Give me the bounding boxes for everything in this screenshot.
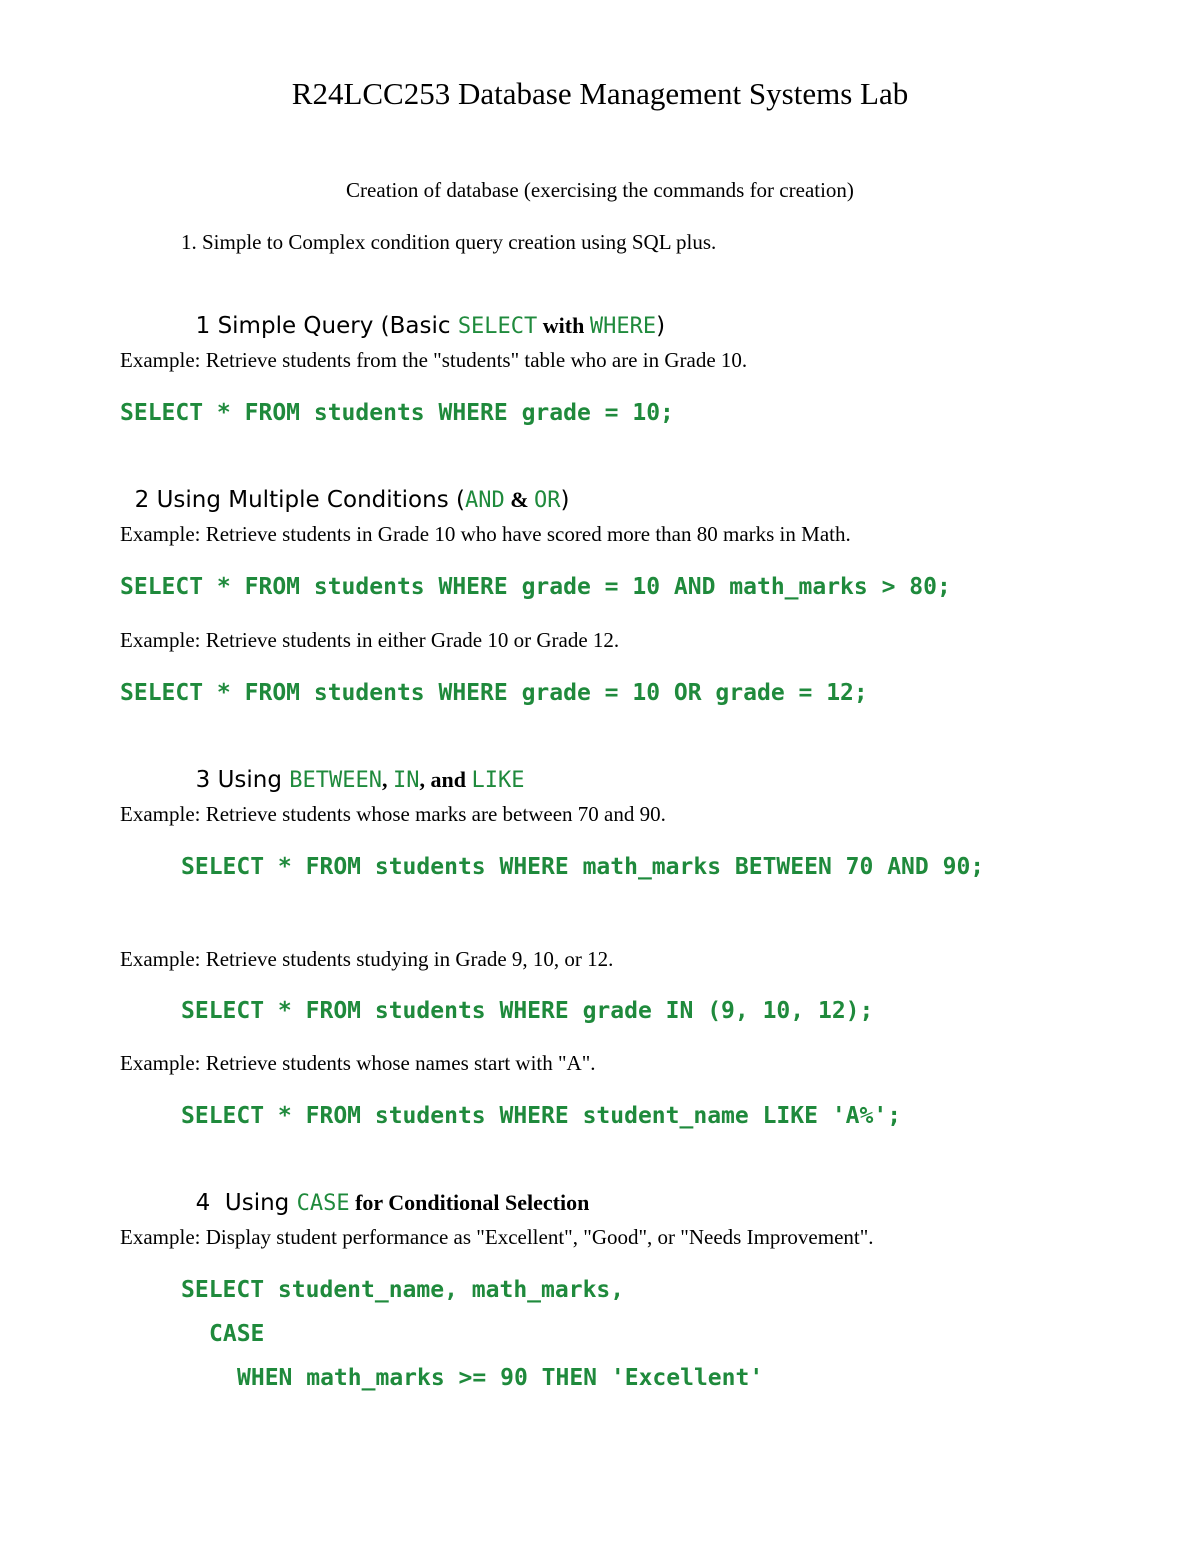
section-3-example-1: Example: Retrieve students whose marks are between 70 and 90. [120, 802, 666, 826]
section-2-keyword-and: AND [464, 488, 505, 513]
document-title: R24LCC253 Database Management Systems Lab [291, 76, 909, 111]
section-4-code-line-2: CASE [209, 1321, 265, 1347]
section-3-keyword-in: IN [392, 768, 420, 793]
section-3-example-3: Example: Retrieve students whose names start with "A". [120, 1051, 596, 1075]
section-1-heading [181, 292, 665, 338]
section-4-code-line-1: SELECT student_name, math_marks, [181, 1277, 625, 1303]
section-4-heading-prefix: 4 Using [195, 1190, 297, 1216]
section-2-heading-suffix: ) [560, 487, 570, 513]
section-1-code: SELECT * FROM students WHERE grade = 10; [120, 400, 674, 426]
section-4-heading [181, 1169, 589, 1215]
section-2-heading-prefix: 2 Using Multiple Conditions ( [134, 487, 465, 513]
section-3-heading [181, 746, 524, 792]
section-2-heading [120, 466, 570, 512]
section-1-keyword-select: SELECT [457, 314, 538, 339]
section-3-keyword-like: LIKE [471, 768, 525, 793]
section-4-heading-suffix: for Conditional Selection [349, 1190, 590, 1215]
section-3-code-3: SELECT * FROM students WHERE student_name LIKE 'A%'; [181, 1103, 902, 1129]
section-1-heading-mid: with [537, 313, 590, 338]
section-2-keyword-or: OR [534, 488, 561, 513]
section-1-heading-suffix: ) [656, 313, 666, 339]
section-4-code-line-3: WHEN math_marks >= 90 THEN 'Excellent' [237, 1365, 764, 1391]
section-2-heading-mid: & [504, 487, 535, 512]
section-3-heading-sep-1: , [381, 767, 393, 792]
section-4-example: Example: Display student performance as "Excellent", "Good", or "Needs Improvement". [120, 1225, 874, 1249]
section-1-example: Example: Retrieve students from the "students" table who are in Grade 10. [120, 348, 748, 372]
section-2-example-2: Example: Retrieve students in either Grade 10 or Grade 12. [120, 628, 620, 652]
section-1-keyword-where: WHERE [589, 314, 657, 339]
section-3-keyword-between: BETWEEN [289, 768, 382, 793]
document-subtitle: Creation of database (exercising the commands for creation) [346, 178, 854, 202]
section-3-heading-prefix: 3 Using [195, 767, 290, 793]
section-2-example-1: Example: Retrieve students in Grade 10 who have scored more than 80 marks in Math. [120, 522, 851, 546]
intro-text: 1. Simple to Complex condition query creation using SQL plus. [181, 230, 717, 254]
section-3-heading-sep-2: , and [419, 767, 472, 792]
section-1-heading-prefix: 1 Simple Query (Basic [195, 313, 458, 339]
section-3-example-2: Example: Retrieve students studying in Grade 9, 10, or 12. [120, 947, 614, 971]
section-2-code-2: SELECT * FROM students WHERE grade = 10 OR grade = 12; [120, 680, 868, 706]
section-2-code-1: SELECT * FROM students WHERE grade = 10 AND math_marks > 80; [120, 574, 951, 600]
section-4-keyword-case: CASE [296, 1191, 350, 1216]
section-3-code-2: SELECT * FROM students WHERE grade IN (9, 10, 12); [181, 998, 874, 1024]
section-3-code-1: SELECT * FROM students WHERE math_marks BETWEEN 70 AND 90; [181, 854, 985, 880]
